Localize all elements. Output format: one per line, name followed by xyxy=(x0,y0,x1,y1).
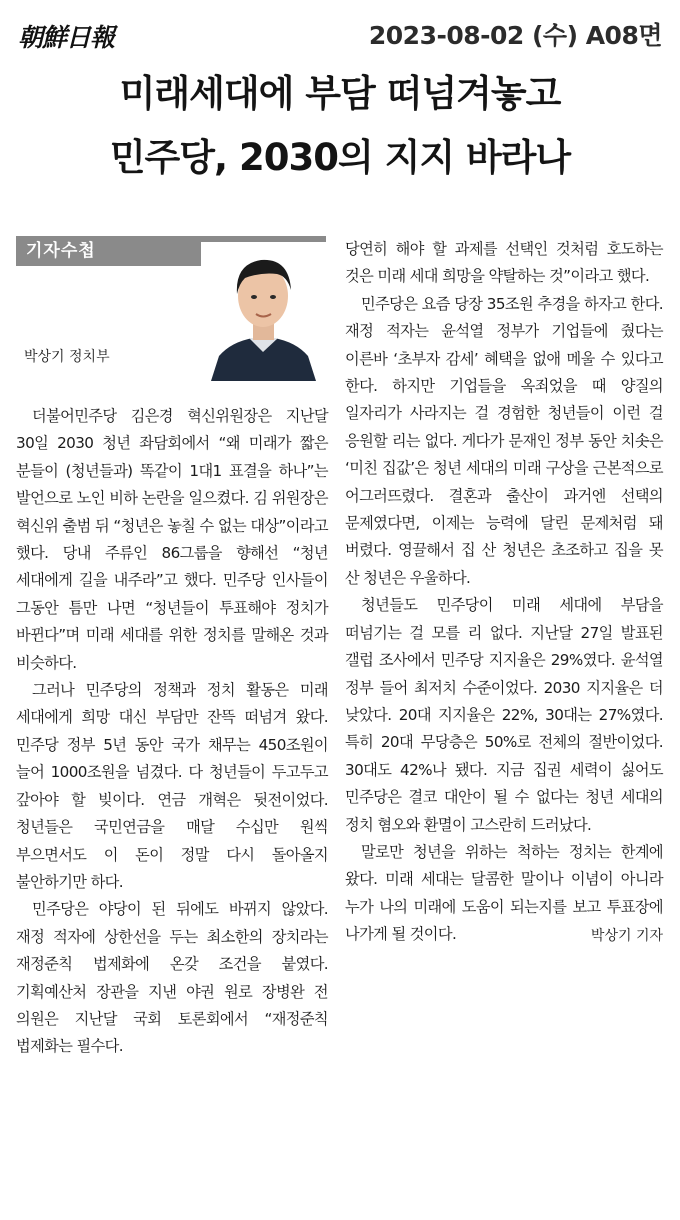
newspaper-logo: 朝鮮日報 xyxy=(18,23,115,52)
closing-byline: 박상기 기자 xyxy=(590,927,663,944)
body-paragraph: 민주당은 야당이 된 뒤에도 바뀌지 않았다. 재정 적자에 상한선을 두는 최소한의 장치라는 재정준칙 법제화에 온갖 조건을 붙였다. 기획예산처 장관을 지낸 야권 원로 장병완 전 의원은 지난달 국회 토론회에서 “재정준칙 법제화는 필수다. xyxy=(16,900,328,1056)
body-paragraph: 청년들도 민주당이 미래 세대에 부담을 떠넘기는 걸 모를 리 없다. 지난달 27일 발표된 갤럽 조사에서 민주당 지지율은 29%였다. 윤석열 정부 들어 최저치 수준이었다. 2030 지지율은 더 낮았다. 20대 지지율은 22%, 30대는 27%였다. 특히 20대 무당층은 50%로 전체의 절반이었다. 30대도 42%나 됐다. 지금 집권 세력이 싫어도 민주당은 결코 대안이 될 수 없다는 청년 세대의 정치 혐오와 환멸이 고스란히 드러났다. xyxy=(345,596,663,834)
reporter-portrait-image xyxy=(201,242,326,381)
headline-line-2: 민주당, 2030의 지지 바라나 xyxy=(109,136,571,179)
masthead xyxy=(18,14,662,54)
reporter-label: 박상기 정치부 xyxy=(24,349,110,365)
headline xyxy=(0,62,680,190)
body-paragraph: 당연히 해야 할 과제를 선택인 것처럼 호도하는 것은 미래 세대 희망을 약탈하는 것”이라고 했다. xyxy=(345,240,663,286)
body-paragraph: 말로만 청년을 위하는 척하는 정치는 한계에 왔다. 미래 세대는 달콤한 말이나 이념이 아니라 누가 나의 미래에 도움이 되는지를 보고 투표장에 나가게 될 것이다. xyxy=(345,842,663,944)
dateline: 2023-08-02 (수) A08면 xyxy=(368,21,662,50)
left-column xyxy=(16,236,328,1061)
reporter-photo xyxy=(201,242,326,381)
headline-line-1: 미래세대에 부담 떠넘겨놓고 xyxy=(119,72,561,115)
column-tag: 기자수첩 xyxy=(16,236,326,266)
right-column xyxy=(345,236,663,945)
reporter-box xyxy=(16,236,326,381)
body-paragraph: 민주당은 요즘 당장 35조원 추경을 하자고 한다. 재정 적자는 윤석열 정부가 기업들에 줬다는 이른바 ‘초부자 감세’ 혜택을 없애 메울 수 있다고 한다. 하지만 기업들을 옥죄었을 때 양질의 일자리가 사라지는 걸 경험한 청년들이 이런 걸 응원할 리는 없다. 게다가 문재인 정부 동안 치솟은 ‘미친 집값’은 청년 세대의 미래 구상을 근본적으로 어그러뜨렸다. 결혼과 출산이 과거엔 선택의 문제였다면, 이제는 능력에 달린 문제처럼 돼 버렸다. 영끌해서 집 산 청년은 초조하고 집을 못 산 청년은 우울하다. xyxy=(345,294,663,587)
body-paragraph: 더불어민주당 김은경 혁신위원장은 지난달 30일 2030 청년 좌담회에서 “왜 미래가 짧은 분들이 (청년들과) 똑같이 1대1 표결을 하나”는 발언으로 노인 비하 논란을 일으켰다. 김 위원장은 혁신위 출범 뒤 “청년은 놓칠 수 없는 대상”이라고 했다. 당내 주류인 86그룹을 향해선 “청년 세대에게 길을 내주라”고 했다. 민주당 인사들이 그동안 틈만 나면 “청년들이 투표해야 정치가 바뀐다”며 미래 세대를 위한 정치를 말해온 것과 비슷하다. xyxy=(16,407,328,672)
body-paragraph: 그러나 민주당의 정책과 정치 활동은 미래 세대에게 희망 대신 부담만 잔뜩 떠넘겨 왔다. 민주당 정부 5년 동안 국가 채무는 450조원이 늘어 1000조원을 넘겼다. 다 청년들이 두고두고 갚아야 할 빚이다. 연금 개혁은 뒷전이었다. 청년들은 국민연금을 매달 수십만 원씩 부으면서도 이 돈이 정말 다시 돌아올지 불안하기만 하다. xyxy=(16,681,328,891)
